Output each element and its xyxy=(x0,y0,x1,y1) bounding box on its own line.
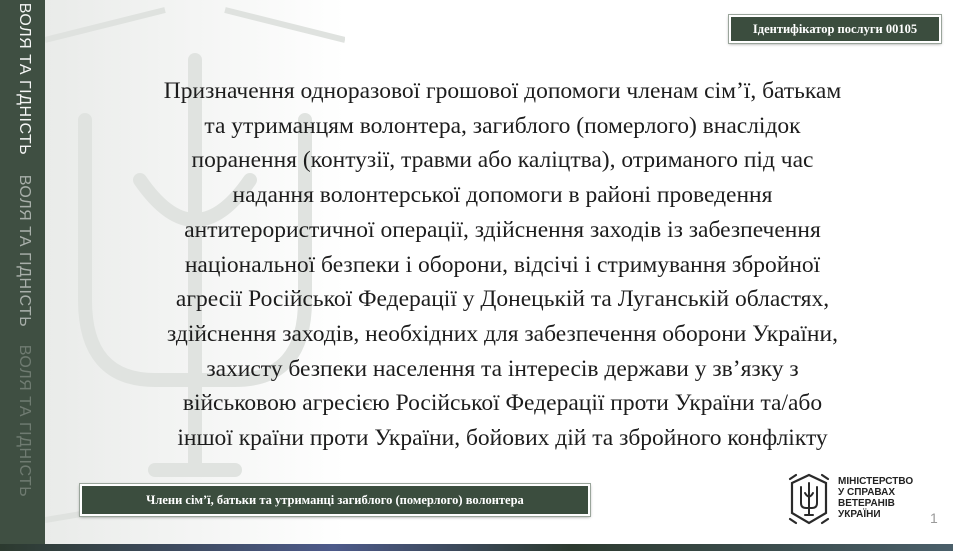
ministry-line: У СПРАВАХ xyxy=(838,487,896,498)
sidebar-motto: ВОЛЯ ТА ГІДНІСТЬ xyxy=(16,174,33,328)
title-line: поранення (контузії, травми або каліцтва), отриманого під час xyxy=(191,147,814,174)
sidebar-motto: ВОЛЯ ТА ГІДНІСТЬ xyxy=(16,2,33,156)
title-line: Призначення одноразової грошової допомоги членам сім’ї, батькам xyxy=(163,78,842,104)
bottom-strip xyxy=(0,544,953,551)
trident-emblem-icon xyxy=(786,473,832,525)
ministry-line: УКРАЇНИ xyxy=(838,509,881,520)
title-line: здійснення заходів, необхідних для забезпечення оборони України, xyxy=(167,320,838,347)
ministry-line: ВЕТЕРАНІВ xyxy=(838,498,895,509)
page-number: 1 xyxy=(930,510,938,526)
ministry-line: МІНІСТЕРСТВО xyxy=(838,476,914,487)
title-line: національної безпеки і оборони, відсічі і стримування збройної xyxy=(184,251,821,278)
title-line: захисту безпеки населення та інтересів держави у зв’язку з xyxy=(206,355,799,382)
title-line: надання волонтерської допомоги в районі проведення xyxy=(232,182,773,209)
ministry-name xyxy=(838,476,913,520)
sidebar xyxy=(0,0,49,544)
sidebar-motto: ВОЛЯ ТА ГІДНІСТЬ xyxy=(16,344,33,498)
title-line: агресії Російської Федерації у Донецькій та Луганській областях, xyxy=(175,286,830,313)
service-id-badge: Ідентифікатор послуги 00105 xyxy=(729,15,941,43)
service-title xyxy=(80,74,925,456)
title-line: антитерористичної операції, здійснення заходів із забезпечення xyxy=(184,216,821,243)
recipients-badge: Члени сім’ї, батьки та утриманці загиблого (померлого) волонтера xyxy=(80,484,590,516)
ministry-logo xyxy=(786,473,936,529)
title-line: іншої країни проти України, бойових дій та збройного конфлікту xyxy=(177,425,828,452)
title-line: військовою агресією Російської Федерації проти України та/або xyxy=(182,390,823,417)
title-line: та утриманцям волонтера, загиблого (померлого) внаслідок xyxy=(204,112,801,139)
